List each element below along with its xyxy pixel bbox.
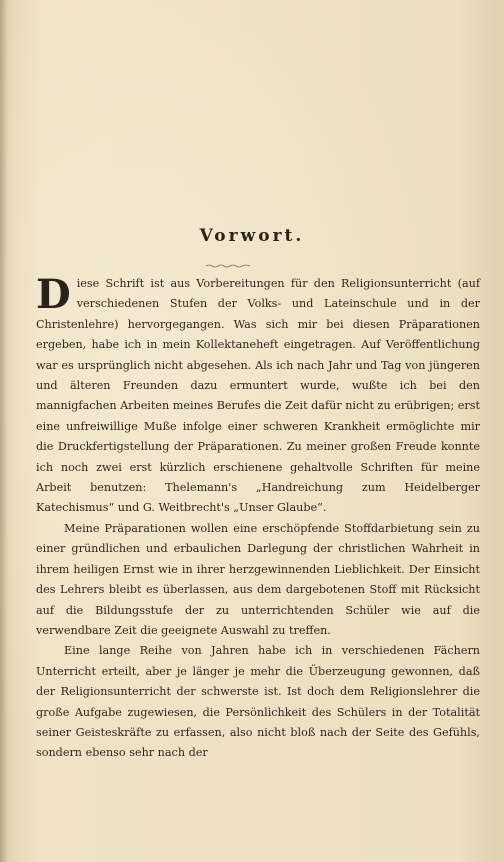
paragraph-2: Meine Präparationen wollen eine erschöpfende Stoffdarbietung sein zu einer gründlichen und erbaulichen Darlegung der christlichen Wahrheit in ihrem heiligen Ernst wie in ihrer herzgewinnenden Lieblichkeit. Der Einsicht des Lehrers bleibt es überlassen, aus dem dargebotenen Stoff mit Rücksicht auf die Bildungsstufe der zu unterrichtenden Schüler wie auf die verwendbare Zeit die geeignete Auswahl zu treffen. — [36, 521, 480, 637]
initial-letter: D — [36, 271, 71, 318]
page-title: Vorwort. — [199, 226, 305, 246]
title-ornament-rule — [206, 264, 250, 268]
paragraph-3: Eine lange Reihe von Jahren habe ich in verschiedenen Fächern Unterricht erteilt, aber je länger je mehr die Überzeugung gewonnen, daß der Religionsunterricht der schwerste ist. Ist doch dem Religionslehrer die große Aufgabe zugewiesen, die Persönlichkeit des Schülers in der Totalität seiner Geisteskräfte zu erfassen, also nicht bloß nach der Seite des Gefühls, sondern ebenso sehr nach der — [36, 644, 480, 760]
paragraph-1-text: iese Schrift ist aus Vorbereitungen für den Religionsunterricht (auf verschiedenen Stufen der Volks- und Lateinschule und in der Christenlehre) hervorgegangen. Was sich mir bei diesen Präparationen ergeben, habe ich in mein Kollektaneheft eingetragen. Auf Veröffentlichung war es ursprünglich nicht abgesehen. Als ich nach Jahr und Tag von jüngeren und älteren Freunden dazu ermuntert wurde, wußte ich bei den mannigfachen Arbeiten meines Berufes die Zeit dafür nicht zu erübrigen; erst eine unfreiwillige Muße infolge einer schweren Krankheit ermöglichte mir die Druckfertigstellung der Präparationen. Zu meiner großen Freude konnte ich noch zwei erst kürzlich erschienene gehaltvolle Schriften für meine Arbeit benutzen: Thelemann's „Handreichung zum Heidelberger Katechismus“ und G. Weitbrecht's „Unser Glaube“. — [36, 277, 480, 515]
body-text — [36, 271, 480, 764]
paragraph-1 — [36, 271, 480, 519]
